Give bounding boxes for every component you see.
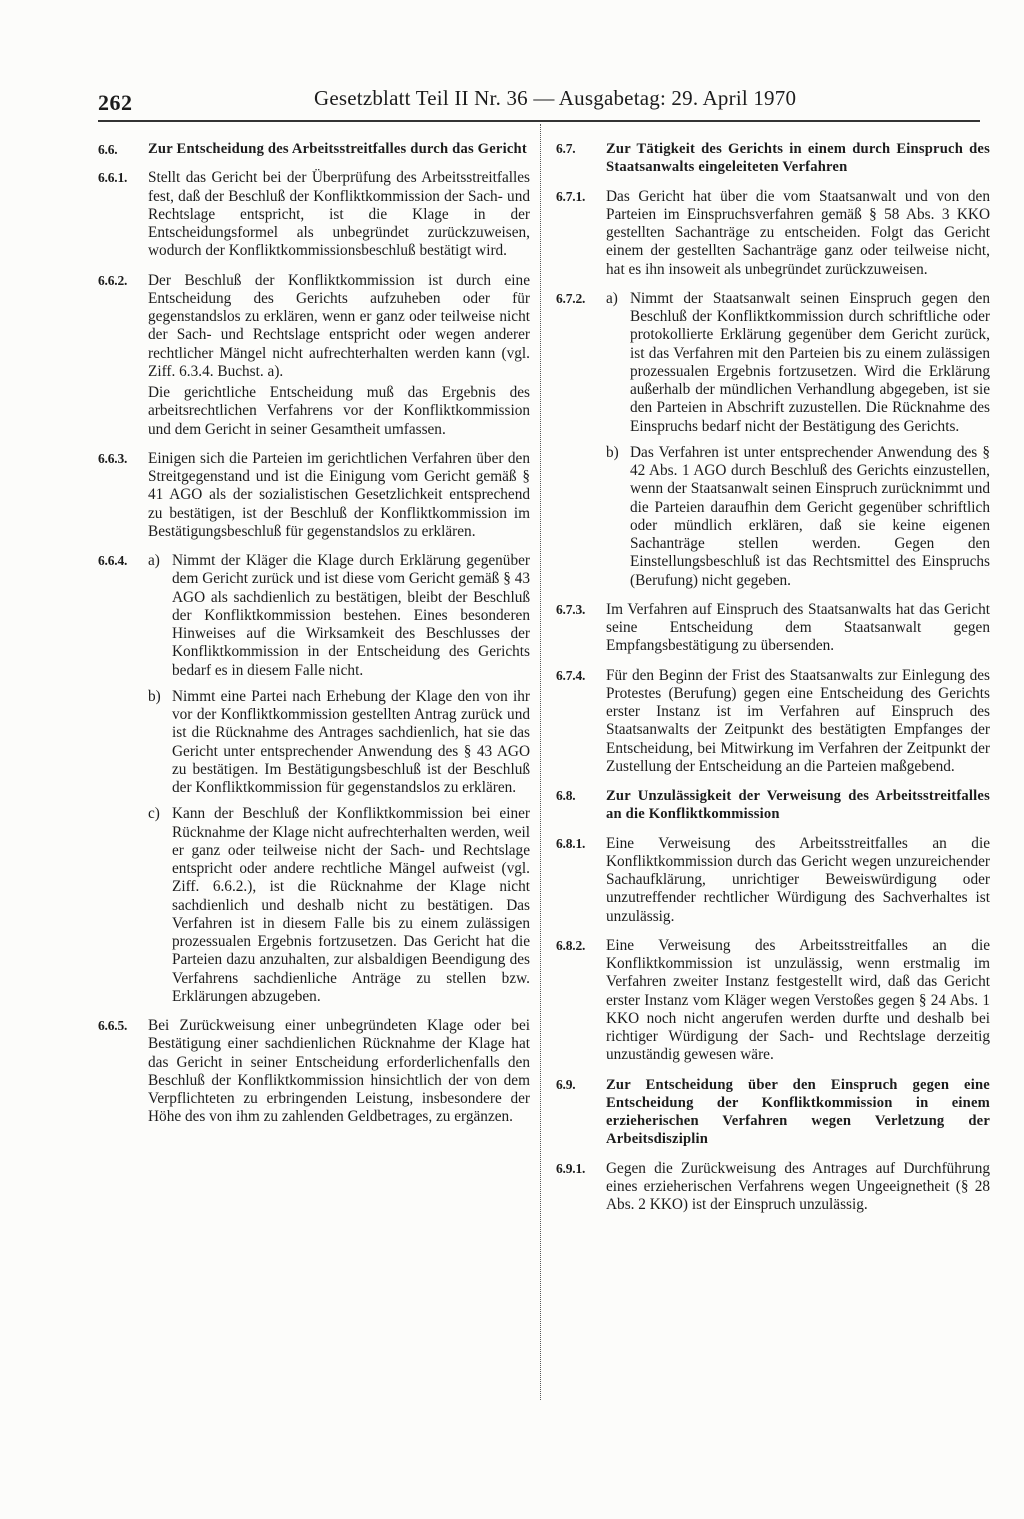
section-6-8-1 (556, 835, 990, 926)
section-number: 6.8. (556, 788, 576, 803)
paragraph: Der Beschluß der Konfliktkommission ist durch eine Entscheidung des Gerichts aufzuheben oder für gegenstandslos zu erklären, wenn er ganz oder teilweise nicht der Sach- und Rechtslage entspricht oder wegen anderer rechtlicher Mängel nicht aufrechterhalten werden kann (vgl. Ziff. 6.3.4. Buchst. a). (148, 271, 530, 380)
section-6-6 (98, 140, 530, 158)
subitem-label: a) (606, 289, 618, 307)
section-number: 6.7.4. (556, 667, 586, 683)
section-heading: Zur Unzulässigkeit der Verweisung des Arbeitsstreitfalles an die Konfliktkommission (606, 788, 990, 823)
paragraph: Im Verfahren auf Einspruch des Staatsanwalts hat das Gericht seine Entscheidung dem Staatsanwalt gegen Empfangsbestätigung zu übersenden. (606, 600, 990, 655)
paragraph: Das Gericht hat über die vom Staatsanwalt und von den Parteien im Einspruchsverfahren gemäß § 58 Abs. 3 KKO gestellten Sachanträge zu entscheiden. Folgt das Gericht einem der gestellten Sachanträge ganz oder teilweise nicht, hat es ihn insoweit als unbegründet zurückzuweisen. (606, 187, 990, 278)
section-6-8 (556, 787, 990, 824)
paragraph: Gegen die Zurückweisung des Antrages auf Durchführung eines erzieherischen Verfahrens wegen Ungeeignetheit (§ 28 Abs. 2 KKO) ist der Einspruch unzulässig. (606, 1159, 990, 1213)
section-6-6-2 (98, 272, 530, 439)
section-number: 6.7.2. (556, 290, 586, 306)
section-number: 6.6.5. (98, 1018, 128, 1033)
paragraph: Nimmt der Kläger die Klage durch Erklärung gegenüber dem Gericht zurück und ist diese vom Gericht gemäß § 43 AGO als sachdienlich zu bestätigen, bleibt der Beschluß der Konfliktkommission bestehen. Eines besonderen Hinweises auf die Wirksamkeit des Beschlusses der Konfliktkommission in der Entscheidung des Gerichts bedarf es in diesem Falle nicht. (172, 552, 530, 679)
section-number: 6.9.1. (556, 1160, 586, 1176)
section-6-7-2 (556, 290, 990, 590)
subitem-b (606, 444, 990, 590)
paragraph: Die gerichtliche Entscheidung muß das Ergebnis des arbeitsrechtlichen Verfahrens vor der Konfliktkommission und dem Gericht in seiner Gesamtheit umfassen. (148, 384, 530, 438)
section-6-7 (556, 140, 990, 177)
paragraph: Das Verfahren ist unter entsprechender Anwendung des § 42 Abs. 1 AGO durch Beschluß des Gerichts einzustellen, wenn der Staatsanwalt seinen Einspruch zurücknimmt und die Parteien daraufhin dem Gericht gegenüber schriftlich oder mündlich erklären, daß sie keine eigenen Sachanträge stellen werden. Gegen den Einstellungsbeschluß ist das Rechtsmittel des Einspruchs (Berufung) nicht gegeben. (630, 443, 990, 589)
paragraph: Stellt das Gericht bei der Überprüfung des Arbeitsstreitfalles fest, daß der Beschluß der Konfliktkommission der Sach- und Rechtslage entspricht, ist die Klage in der Entscheidungsformel als unbegründet zurückzuweisen, wodurch der Konfliktkommissionsbeschluß bestätigt wird. (148, 169, 530, 260)
right-column (556, 140, 990, 1225)
paragraph: Für den Beginn der Frist des Staatsanwalts zur Einlegung des Protestes (Berufung) gegen eine Entscheidung des Gerichts erster Instanz ist im Verfahren auf Einspruch des Staatsanwalts der Zeitpunkt des bestätigten Empfanges der Entscheidung, bei Mitwirkung im Verfahren der Zeitpunkt der Zustellung der Entscheidung an die Parteien maßgebend. (606, 666, 990, 775)
section-number: 6.6. (98, 142, 118, 157)
column-divider (540, 124, 541, 1400)
section-number: 6.8.2. (556, 937, 586, 953)
section-heading: Zur Entscheidung des Arbeitsstreitfalles durch das Gericht (148, 141, 527, 157)
paragraph: Eine Verweisung des Arbeitsstreitfalles an die Konfliktkommission durch das Gericht wegen unzureichender Sachaufklärung, unrichtiger Beweiswürdigung oder unzutreffender rechtlicher Würdigung des Sachverhaltes ist unzulässig. (606, 834, 990, 925)
subitem-b (148, 688, 530, 798)
subitem-label: a) (148, 552, 160, 569)
section-number: 6.7.1. (556, 188, 586, 204)
section-heading: Zur Tätigkeit des Gerichts in einem durch Einspruch des Staatsanwalts eingeleiteten Verfahren (606, 141, 990, 176)
section-6-7-4 (556, 667, 990, 777)
section-number: 6.6.4. (98, 553, 128, 568)
section-6-6-5 (98, 1017, 530, 1127)
section-6-9 (556, 1076, 990, 1149)
section-6-8-2 (556, 937, 990, 1065)
section-6-7-3 (556, 601, 990, 656)
header-rule (98, 120, 980, 122)
subitem-label: b) (148, 687, 161, 705)
paragraph: Bei Zurückweisung einer unbegründeten Klage oder bei Bestätigung einer sachdienlichen Rücknahme der Klage hat das Gericht in seiner Entscheidung erforderlichenfalls den Beschluß der Konfliktkommission hinsichtlich der von dem Verpflichteten zu erbringenden Leistung, insbesondere der Höhe des von ihm zu zahlenden Geldbetrages, zu ergänzen. (148, 1017, 530, 1126)
paragraph: Nimmt der Staatsanwalt seinen Einspruch gegen den Beschluß der Konfliktkommission durch schriftliche oder protokollierte Erklärung gegenüber dem Gericht zurück, ist das Verfahren mit den Parteien bis zu einem zulässigen prozessualen Ergebnis fortzusetzen. Wird die Erklärung außerhalb der mündlichen Verhandlung abgegeben, ist sie den Parteien in Abschrift zuzustellen. Die Rücknahme des Einspruchs bedarf nicht der Bestätigung des Gerichts. (630, 289, 990, 435)
section-6-9-1 (556, 1160, 990, 1215)
left-column (98, 140, 530, 1138)
section-number: 6.7. (556, 141, 576, 156)
section-6-6-1 (98, 169, 530, 260)
section-6-7-1 (556, 188, 990, 279)
paragraph: Kann der Beschluß der Konfliktkommission bei einer Rücknahme der Klage nicht aufrechterhalten werden, weil er ganz oder teilweise nicht der Sach- und Rechtslage entspricht oder andere rechtliche Mängel aufweist (vgl. Ziff. 6.6.2.), ist die Rücknahme der Klage nicht sachdienlich und deshalb nicht zu bestätigen. Das Verfahren ist in diesem Falle bis zu einem zulässigen prozessualen Ergebnis fortzusetzen. Das Gericht hat die Parteien dazu anzuhalten, zur alsbaldigen Beendigung des Verfahrens sachdienliche Anträge zu stellen bzw. Erklärungen abzugeben. (172, 805, 530, 1005)
section-number: 6.6.2. (98, 272, 128, 288)
paragraph: Eine Verweisung des Arbeitsstreitfalles an die Konfliktkommission ist unzulässig, wenn erstmalig im Verfahren zweiter Instanz festgestellt wird, daß das Gericht erster Instanz vom Kläger wegen Verstoßes gegen § 24 Abs. 1 KKO noch nicht angerufen werden durfte und deshalb bei richtiger Würdigung der Sach- und Rechtslage derzeitig unzuständig gewesen wäre. (606, 936, 990, 1064)
subitem-c (148, 805, 530, 1006)
subitem-label: b) (606, 443, 619, 461)
page-header (98, 86, 978, 116)
subitem-label: c) (148, 805, 160, 823)
subitem-a (606, 290, 990, 436)
section-number: 6.8.1. (556, 835, 586, 851)
paragraph: Einigen sich die Parteien im gerichtlichen Verfahren über den Streitgegenstand und ist die Einigung vom Gericht gemäß § 41 AGO als der sozialistischen Gesetzlichkeit entsprechend zu bestätigen, ist der Beschluß der Konfliktkommission im Bestätigungsbeschluß für gegenstandslos zu erklären. (148, 449, 530, 540)
page-number: 262 (98, 90, 133, 115)
running-title: Gesetzblatt Teil II Nr. 36 — Ausgabetag: 29. April 1970 (314, 86, 797, 110)
section-number: 6.6.3. (98, 450, 128, 466)
section-number: 6.9. (556, 1076, 576, 1092)
subitem-a (148, 552, 530, 680)
section-number: 6.7.3. (556, 601, 586, 617)
section-6-6-3 (98, 450, 530, 541)
section-heading: Zur Entscheidung über den Einspruch gegen eine Entscheidung der Konfliktkommission in einem erzieherischen Verfahren wegen Verletzung der Arbeitsdisziplin (606, 1076, 990, 1148)
paragraph: Nimmt eine Partei nach Erhebung der Klage den von ihr vor der Konfliktkommission gestellten Antrag zurück und ist die Rücknahme des Antrages sachdienlich, hat sie das Gericht unter entsprechender Anwendung des § 43 AGO zu bestätigen. Im Bestätigungsbeschluß ist der Beschluß der Konfliktkommission für gegenstandslos zu erklären. (172, 687, 530, 796)
section-6-6-4 (98, 552, 530, 1006)
section-number: 6.6.1. (98, 170, 128, 186)
